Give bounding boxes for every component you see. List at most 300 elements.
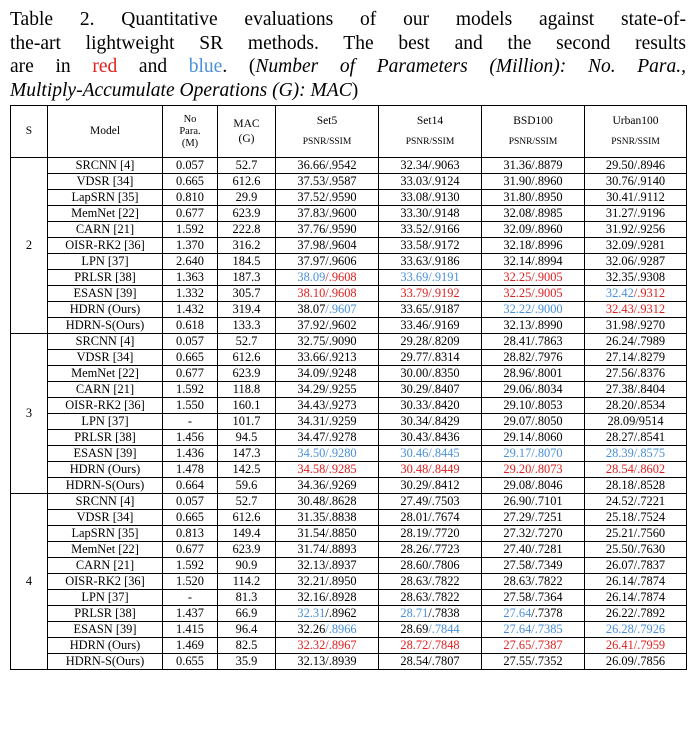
ssim-value: /.9248 bbox=[325, 366, 357, 380]
metric-cell bbox=[482, 222, 585, 238]
metric-cell bbox=[379, 654, 482, 670]
ssim-value: /.7364 bbox=[531, 590, 563, 604]
ssim-value: /.9269 bbox=[325, 478, 357, 492]
ssim-value: /.7270 bbox=[531, 526, 563, 540]
ssim-value: /.7838 bbox=[428, 606, 460, 620]
psnr-value: 32.31 bbox=[297, 606, 326, 620]
psnr-value: 31.35 bbox=[297, 510, 326, 524]
metric-cell bbox=[585, 158, 687, 174]
model-cell: LapSRN [35] bbox=[48, 526, 163, 542]
psnr-value: 34.58 bbox=[297, 462, 326, 476]
metric-cell bbox=[585, 510, 687, 526]
model-cell: ESASN [39] bbox=[48, 286, 163, 302]
psnr-value: 32.42 bbox=[605, 286, 634, 300]
params-cell: - bbox=[163, 590, 218, 606]
params-cell: 1.332 bbox=[163, 286, 218, 302]
psnr-value: 34.29 bbox=[297, 382, 326, 396]
psnr-value: 26.41 bbox=[605, 638, 634, 652]
psnr-value: 33.08 bbox=[400, 190, 429, 204]
ssim-value: /.8034 bbox=[531, 382, 563, 396]
metric-cell bbox=[585, 414, 687, 430]
model-cell: MemNet [22] bbox=[48, 542, 163, 558]
params-cell: 1.432 bbox=[163, 302, 218, 318]
ssim-value: /.8575 bbox=[633, 446, 666, 460]
ssim-value: /.9259 bbox=[325, 414, 357, 428]
psnr-value: 34.31 bbox=[297, 414, 326, 428]
mac-cell: 623.9 bbox=[218, 366, 276, 382]
ssim-value: /9514 bbox=[635, 414, 664, 428]
params-cell: 0.057 bbox=[163, 494, 218, 510]
psnr-value: 30.41 bbox=[606, 190, 634, 204]
psnr-value: 27.49 bbox=[400, 494, 429, 508]
table-row bbox=[11, 590, 687, 606]
params-cell: 1.436 bbox=[163, 446, 218, 462]
psnr-value: 32.18 bbox=[503, 238, 532, 252]
metric-cell bbox=[585, 462, 687, 478]
metric-cell bbox=[482, 270, 585, 286]
ssim-value: /.7503 bbox=[428, 494, 460, 508]
scale-cell: 4 bbox=[11, 494, 48, 670]
ssim-value: /.7524 bbox=[633, 510, 666, 524]
mac-cell: 81.3 bbox=[218, 590, 276, 606]
metric-cell bbox=[276, 542, 379, 558]
metric-cell bbox=[276, 334, 379, 350]
params-cell: 0.813 bbox=[163, 526, 218, 542]
mac-cell: 35.9 bbox=[218, 654, 276, 670]
metric-cell bbox=[482, 334, 585, 350]
ssim-value: /.7101 bbox=[531, 494, 563, 508]
psnr-value: 31.27 bbox=[605, 206, 634, 220]
ssim-value: /.8050 bbox=[531, 414, 563, 428]
ssim-value: /.7874 bbox=[633, 590, 666, 604]
psnr-value: 32.08 bbox=[503, 206, 532, 220]
metric-cell bbox=[482, 414, 585, 430]
ssim-value: /.9005 bbox=[531, 286, 563, 300]
metric-cell bbox=[379, 558, 482, 574]
psnr-value: 37.97 bbox=[297, 254, 326, 268]
params-cell: 0.655 bbox=[163, 654, 218, 670]
metric-cell bbox=[482, 510, 585, 526]
psnr-value: 28.63 bbox=[503, 574, 532, 588]
model-cell: HDRN-S(Ours) bbox=[48, 318, 163, 334]
ssim-value: /.7856 bbox=[633, 654, 666, 668]
psnr-value: 29.14 bbox=[503, 430, 532, 444]
ssim-value: /.8001 bbox=[531, 366, 563, 380]
psnr-value: 37.52 bbox=[297, 190, 326, 204]
mac-cell: 623.9 bbox=[218, 542, 276, 558]
ssim-value: /.8950 bbox=[531, 190, 563, 204]
ssim-value: /.9285 bbox=[325, 462, 357, 476]
header-scale: S bbox=[11, 106, 48, 158]
model-cell: HDRN (Ours) bbox=[48, 302, 163, 318]
model-cell: OISR-RK2 [36] bbox=[48, 574, 163, 590]
params-cell: 1.550 bbox=[163, 398, 218, 414]
table-header-row bbox=[11, 106, 687, 158]
ssim-value: /.9140 bbox=[633, 174, 666, 188]
psnr-value: 29.17 bbox=[503, 446, 532, 460]
ssim-value: /.8046 bbox=[531, 478, 563, 492]
mac-cell: 160.1 bbox=[218, 398, 276, 414]
metric-cell bbox=[379, 526, 482, 542]
ssim-value: /.9308 bbox=[633, 270, 666, 284]
model-cell: ESASN [39] bbox=[48, 622, 163, 638]
mac-cell: 305.7 bbox=[218, 286, 276, 302]
metric-cell bbox=[379, 206, 482, 222]
ssim-value: /.7378 bbox=[531, 606, 563, 620]
metric-cell bbox=[379, 174, 482, 190]
model-cell: LPN [37] bbox=[48, 414, 163, 430]
psnr-value: 26.22 bbox=[605, 606, 634, 620]
metric-cell bbox=[379, 254, 482, 270]
metric-cell bbox=[379, 622, 482, 638]
metric-cell bbox=[276, 190, 379, 206]
mac-cell: 612.6 bbox=[218, 174, 276, 190]
psnr-value: 26.24 bbox=[605, 334, 634, 348]
ssim-value: /.8850 bbox=[325, 526, 357, 540]
metric-cell bbox=[379, 382, 482, 398]
ssim-value: /.9090 bbox=[325, 334, 357, 348]
psnr-value: 26.28 bbox=[605, 622, 634, 636]
metric-cell bbox=[482, 350, 585, 366]
header-set14: Set14 PSNR/SSIM bbox=[379, 106, 482, 158]
table-row bbox=[11, 462, 687, 478]
ssim-value: /.9608 bbox=[325, 270, 357, 284]
metric-cell bbox=[482, 158, 585, 174]
ssim-value: /.9213 bbox=[325, 350, 357, 364]
psnr-value: 27.32 bbox=[503, 526, 532, 540]
ssim-value: /.9280 bbox=[325, 446, 357, 460]
metric-cell bbox=[585, 606, 687, 622]
metric-cell bbox=[379, 574, 482, 590]
psnr-value: 37.98 bbox=[297, 238, 326, 252]
params-cell: 0.677 bbox=[163, 366, 218, 382]
psnr-value: 28.18 bbox=[605, 478, 634, 492]
psnr-value: 30.43 bbox=[400, 430, 429, 444]
ssim-value: /.7807 bbox=[428, 654, 460, 668]
model-cell: PRLSR [38] bbox=[48, 430, 163, 446]
psnr-value: 32.25 bbox=[503, 286, 532, 300]
metric-cell bbox=[276, 638, 379, 654]
metric-cell bbox=[482, 398, 585, 414]
params-cell: 2.640 bbox=[163, 254, 218, 270]
ssim-value: /.8960 bbox=[531, 174, 563, 188]
psnr-value: 30.29 bbox=[400, 382, 429, 396]
table-row bbox=[11, 574, 687, 590]
metric-cell bbox=[585, 238, 687, 254]
ssim-value: /.9191 bbox=[428, 270, 460, 284]
psnr-value: 30.00 bbox=[400, 366, 429, 380]
mac-cell: 142.5 bbox=[218, 462, 276, 478]
psnr-value: 24.52 bbox=[605, 494, 634, 508]
params-cell: 0.618 bbox=[163, 318, 218, 334]
mac-cell: 52.7 bbox=[218, 158, 276, 174]
model-cell: VDSR [34] bbox=[48, 510, 163, 526]
ssim-value: /.8449 bbox=[428, 462, 460, 476]
psnr-value: 28.01 bbox=[400, 510, 429, 524]
metric-cell bbox=[276, 286, 379, 302]
table-row bbox=[11, 254, 687, 270]
psnr-value: 27.56 bbox=[605, 366, 634, 380]
ssim-value: /.8445 bbox=[428, 446, 460, 460]
psnr-value: 38.10 bbox=[297, 286, 326, 300]
metric-cell bbox=[276, 318, 379, 334]
psnr-value: 30.76 bbox=[605, 174, 634, 188]
psnr-value: 33.52 bbox=[400, 222, 429, 236]
mac-cell: 66.9 bbox=[218, 606, 276, 622]
ssim-value: /.7385 bbox=[531, 622, 563, 636]
metric-cell bbox=[482, 494, 585, 510]
params-cell: 0.665 bbox=[163, 350, 218, 366]
ssim-value: /.9148 bbox=[428, 206, 460, 220]
metric-cell bbox=[276, 526, 379, 542]
scale-cell: 2 bbox=[11, 158, 48, 334]
psnr-value: 28.54 bbox=[605, 462, 634, 476]
ssim-value: /.9602 bbox=[325, 318, 357, 332]
caption-line-2: the-art lightweight SR methods. The best and the second results bbox=[10, 32, 686, 54]
params-cell: 0.057 bbox=[163, 334, 218, 350]
psnr-value: 30.29 bbox=[400, 478, 429, 492]
metric-cell bbox=[585, 526, 687, 542]
model-cell: LPN [37] bbox=[48, 590, 163, 606]
mac-cell: 52.7 bbox=[218, 494, 276, 510]
psnr-value: 28.60 bbox=[400, 558, 429, 572]
ssim-value: /.7989 bbox=[633, 334, 666, 348]
metric-cell bbox=[379, 510, 482, 526]
metric-cell bbox=[276, 302, 379, 318]
metric-cell bbox=[379, 238, 482, 254]
metric-cell bbox=[276, 174, 379, 190]
params-cell: 0.665 bbox=[163, 510, 218, 526]
metric-cell bbox=[585, 446, 687, 462]
ssim-value: /.8060 bbox=[531, 430, 563, 444]
params-cell: - bbox=[163, 414, 218, 430]
ssim-value: /.7844 bbox=[428, 622, 460, 636]
ssim-value: /.9587 bbox=[325, 174, 357, 188]
ssim-value: /.8053 bbox=[531, 398, 563, 412]
psnr-value: 28.20 bbox=[605, 398, 634, 412]
psnr-value: 30.46 bbox=[400, 446, 429, 460]
psnr-value: 30.48 bbox=[400, 462, 429, 476]
ssim-value: /.8893 bbox=[325, 542, 357, 556]
metric-cell bbox=[585, 590, 687, 606]
metric-cell bbox=[379, 398, 482, 414]
ssim-value: /.9005 bbox=[531, 270, 563, 284]
table-row bbox=[11, 414, 687, 430]
metric-cell bbox=[379, 494, 482, 510]
metric-cell bbox=[482, 654, 585, 670]
psnr-value: 31.92 bbox=[605, 222, 634, 236]
ssim-value: /.9124 bbox=[428, 174, 460, 188]
ssim-value: /.9278 bbox=[325, 430, 357, 444]
mac-cell: 612.6 bbox=[218, 350, 276, 366]
params-cell: 0.057 bbox=[163, 158, 218, 174]
model-cell: HDRN-S(Ours) bbox=[48, 654, 163, 670]
metric-cell bbox=[379, 430, 482, 446]
params-cell: 1.478 bbox=[163, 462, 218, 478]
psnr-value: 32.43 bbox=[605, 302, 634, 316]
metric-cell bbox=[379, 478, 482, 494]
metric-cell bbox=[276, 590, 379, 606]
metric-cell bbox=[482, 542, 585, 558]
ssim-value: /.9196 bbox=[633, 206, 666, 220]
table-row bbox=[11, 638, 687, 654]
table-row bbox=[11, 174, 687, 190]
model-cell: ESASN [39] bbox=[48, 446, 163, 462]
psnr-value: 32.13 bbox=[297, 558, 326, 572]
mac-cell: 149.4 bbox=[218, 526, 276, 542]
ssim-value: /.9606 bbox=[325, 254, 357, 268]
ssim-value: /.8962 bbox=[325, 606, 357, 620]
model-cell: CARN [21] bbox=[48, 382, 163, 398]
header-urban100: Urban100 PSNR/SSIM bbox=[585, 106, 687, 158]
ssim-value: /.9186 bbox=[428, 254, 460, 268]
caption-line-3: are in red and blue. (Number of Parameters (Million): No. Para., bbox=[10, 56, 687, 77]
psnr-value: 31.90 bbox=[503, 174, 532, 188]
ssim-value: /.8436 bbox=[428, 430, 460, 444]
metric-cell bbox=[585, 190, 687, 206]
ssim-value: /.7630 bbox=[633, 542, 666, 556]
metric-cell bbox=[379, 270, 482, 286]
ssim-value: /.8528 bbox=[633, 478, 666, 492]
mac-cell: 118.8 bbox=[218, 382, 276, 398]
psnr-value: 28.39 bbox=[605, 446, 634, 460]
metric-cell bbox=[379, 462, 482, 478]
table-row bbox=[11, 446, 687, 462]
psnr-value: 37.53 bbox=[297, 174, 326, 188]
mac-cell: 82.5 bbox=[218, 638, 276, 654]
metric-cell bbox=[482, 606, 585, 622]
mac-cell: 96.4 bbox=[218, 622, 276, 638]
ssim-value: /.7837 bbox=[633, 558, 666, 572]
model-cell: HDRN (Ours) bbox=[48, 462, 163, 478]
ssim-value: /.8960 bbox=[531, 222, 563, 236]
psnr-value: 28.69 bbox=[400, 622, 429, 636]
psnr-value: 32.09 bbox=[605, 238, 634, 252]
psnr-value: 26.07 bbox=[605, 558, 634, 572]
ssim-value: /.8420 bbox=[428, 398, 460, 412]
model-cell: HDRN-S(Ours) bbox=[48, 478, 163, 494]
ssim-value: /.7723 bbox=[428, 542, 460, 556]
ssim-value: /.8838 bbox=[325, 510, 357, 524]
mac-cell: 222.8 bbox=[218, 222, 276, 238]
mac-cell: 101.7 bbox=[218, 414, 276, 430]
metric-cell bbox=[482, 526, 585, 542]
metric-cell bbox=[379, 606, 482, 622]
ssim-value: /.7892 bbox=[633, 606, 666, 620]
ssim-value: /.8950 bbox=[325, 574, 357, 588]
psnr-value: 33.46 bbox=[400, 318, 429, 332]
metric-cell bbox=[379, 222, 482, 238]
table-row bbox=[11, 270, 687, 286]
metric-cell bbox=[276, 398, 379, 414]
table-row bbox=[11, 286, 687, 302]
psnr-value: 32.32 bbox=[297, 638, 326, 652]
ssim-value: /.8541 bbox=[633, 430, 666, 444]
mac-cell: 114.2 bbox=[218, 574, 276, 590]
mac-cell: 319.4 bbox=[218, 302, 276, 318]
model-cell: CARN [21] bbox=[48, 558, 163, 574]
metric-cell bbox=[276, 574, 379, 590]
metric-cell bbox=[276, 622, 379, 638]
psnr-value: 25.18 bbox=[605, 510, 634, 524]
psnr-value: 28.96 bbox=[503, 366, 532, 380]
metric-cell bbox=[482, 574, 585, 590]
psnr-value: 31.74 bbox=[297, 542, 326, 556]
psnr-value: 31.80 bbox=[503, 190, 532, 204]
model-cell: LapSRN [35] bbox=[48, 190, 163, 206]
metric-cell bbox=[276, 494, 379, 510]
metric-cell bbox=[482, 206, 585, 222]
metric-cell bbox=[585, 638, 687, 654]
metric-cell bbox=[585, 350, 687, 366]
table-caption bbox=[10, 8, 686, 102]
metric-cell bbox=[585, 222, 687, 238]
metric-cell bbox=[585, 430, 687, 446]
ssim-value: /.8879 bbox=[531, 158, 563, 172]
mac-cell: 147.3 bbox=[218, 446, 276, 462]
metric-cell bbox=[379, 334, 482, 350]
psnr-value: 25.21 bbox=[605, 526, 634, 540]
table-row bbox=[11, 302, 687, 318]
table-row bbox=[11, 350, 687, 366]
ssim-value: /.9312 bbox=[633, 302, 666, 316]
model-cell: VDSR [34] bbox=[48, 174, 163, 190]
psnr-value: 26.09 bbox=[605, 654, 634, 668]
model-cell: PRLSR [38] bbox=[48, 606, 163, 622]
psnr-value: 28.41 bbox=[503, 334, 532, 348]
psnr-value: 28.27 bbox=[605, 430, 634, 444]
ssim-value: /.7387 bbox=[531, 638, 563, 652]
ssim-value: /.9600 bbox=[325, 206, 357, 220]
ssim-value: /.9255 bbox=[325, 382, 357, 396]
psnr-value: 34.50 bbox=[297, 446, 326, 460]
mac-cell: 29.9 bbox=[218, 190, 276, 206]
model-cell: SRCNN [4] bbox=[48, 334, 163, 350]
header-set5: Set5 PSNR/SSIM bbox=[276, 106, 379, 158]
ssim-value: /.9287 bbox=[633, 254, 666, 268]
ssim-value: /.8994 bbox=[531, 254, 563, 268]
psnr-value: 31.54 bbox=[297, 526, 326, 540]
psnr-value: 27.64 bbox=[503, 622, 532, 636]
mac-cell: 59.6 bbox=[218, 478, 276, 494]
metric-cell bbox=[585, 558, 687, 574]
ssim-value: /.8628 bbox=[325, 494, 357, 508]
ssim-value: /.8928 bbox=[325, 590, 357, 604]
ssim-value: /.8073 bbox=[531, 462, 563, 476]
ssim-value: /.7281 bbox=[531, 542, 563, 556]
table-row bbox=[11, 238, 687, 254]
ssim-value: /.9000 bbox=[531, 302, 563, 316]
ssim-value: /.9312 bbox=[633, 286, 666, 300]
psnr-value: 32.26 bbox=[297, 622, 326, 636]
table-row bbox=[11, 526, 687, 542]
ssim-value: /.9166 bbox=[428, 222, 460, 236]
metric-cell bbox=[482, 462, 585, 478]
psnr-value: 32.14 bbox=[503, 254, 532, 268]
ssim-value: /.8350 bbox=[428, 366, 460, 380]
table-row bbox=[11, 542, 687, 558]
mac-cell: 316.2 bbox=[218, 238, 276, 254]
ssim-value: /.7720 bbox=[428, 526, 460, 540]
metric-cell bbox=[482, 446, 585, 462]
table-row bbox=[11, 558, 687, 574]
metric-cell bbox=[276, 606, 379, 622]
mac-cell: 133.3 bbox=[218, 318, 276, 334]
metric-cell bbox=[379, 542, 482, 558]
ssim-value: /.8429 bbox=[428, 414, 460, 428]
params-cell: 1.437 bbox=[163, 606, 218, 622]
psnr-value: 28.72 bbox=[400, 638, 429, 652]
